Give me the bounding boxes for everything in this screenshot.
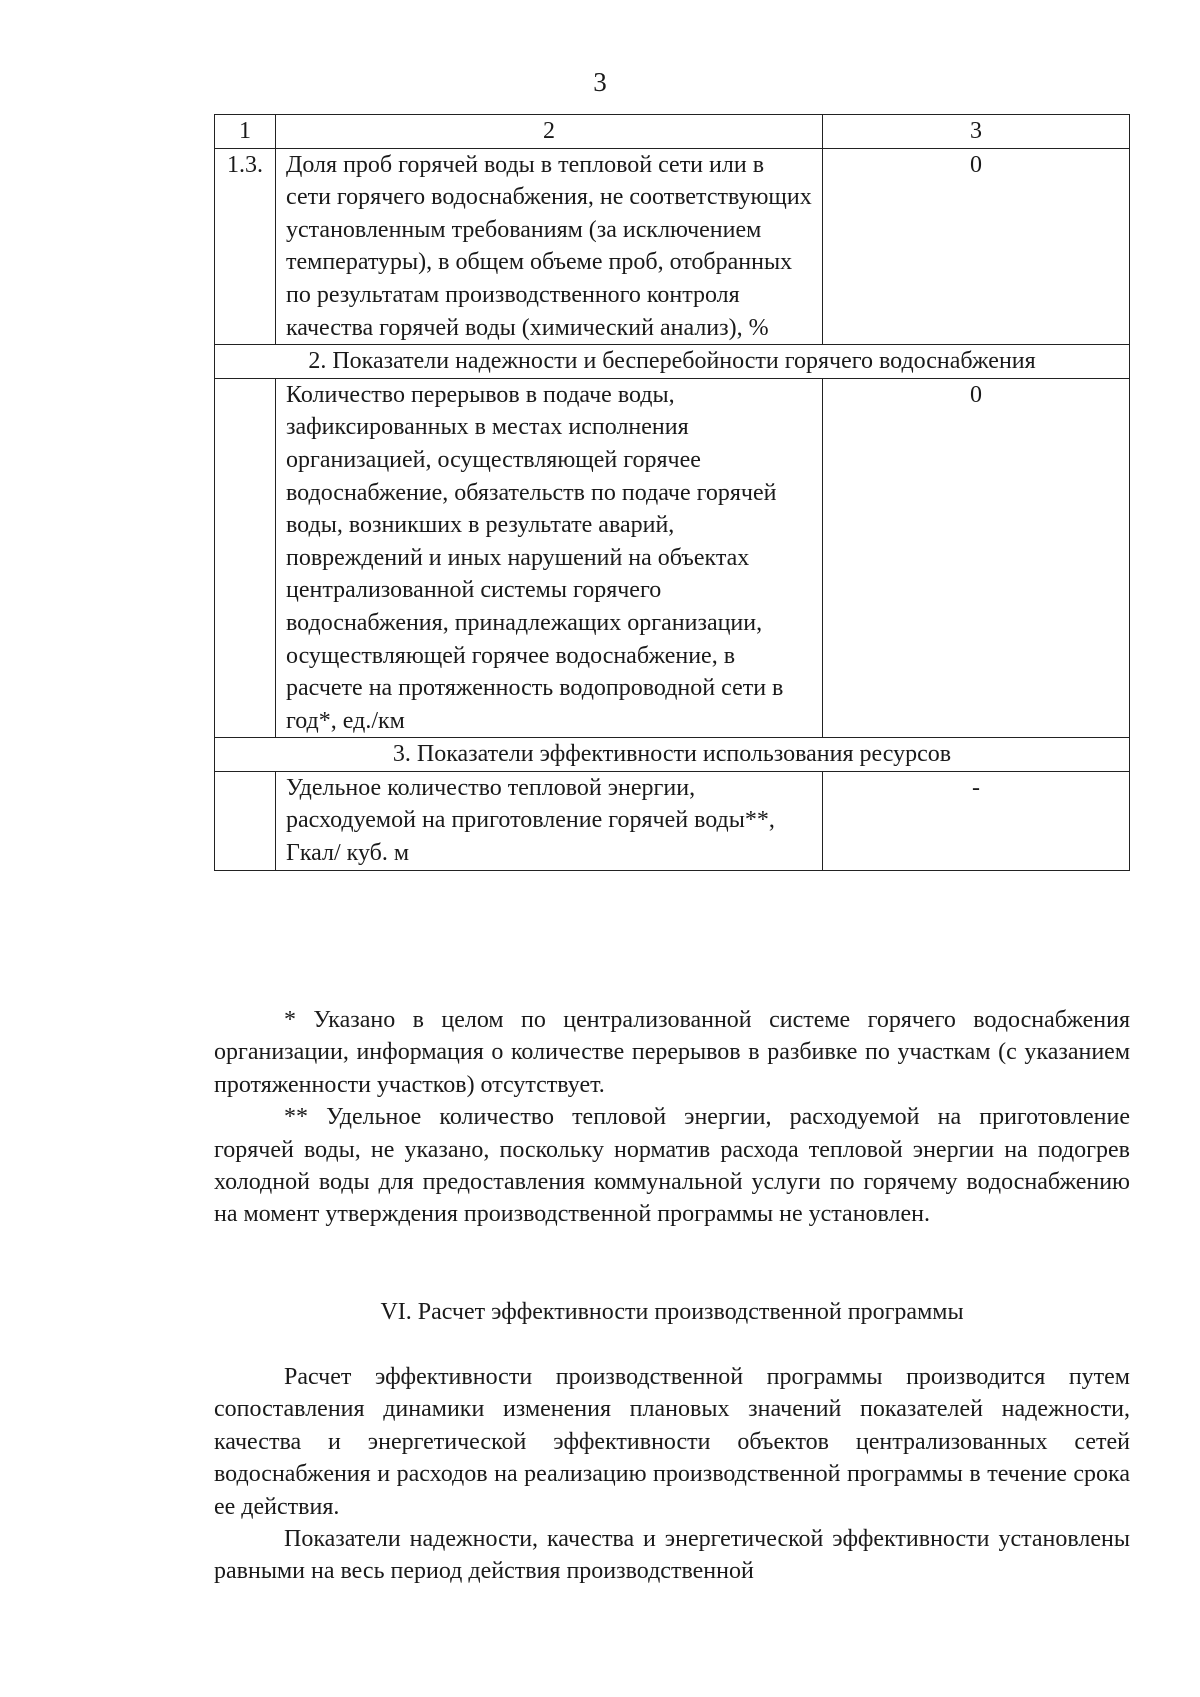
section-row — [215, 738, 1130, 772]
row-value: - — [823, 771, 1130, 870]
table-header-row — [215, 115, 1130, 149]
section-6-body — [214, 1361, 1130, 1588]
header-col-1: 1 — [215, 115, 276, 149]
page-number: 3 — [593, 67, 607, 97]
row-number — [215, 771, 276, 870]
row-value: 0 — [823, 148, 1130, 345]
table-row — [215, 148, 1130, 345]
row-indicator-text: Удельное количество тепловой энергии, расходуемой на приготовление горячей воды**, Гкал/ куб. м — [276, 771, 823, 870]
section-row — [215, 345, 1130, 379]
paragraph: Расчет эффективности производственной программы производится путем сопоставления динамики изменения плановых значений показателей надежности, качества и энергетической эффективности объектов централизованных сетей водоснабжения и расходов на реализацию производственной программы в течение срока ее действия. — [214, 1364, 1130, 1520]
section-6-heading: VI. Расчет эффективности производственной программы — [380, 1299, 964, 1325]
row-indicator-text: Количество перерывов в подаче воды, зафиксированных в местах исполнения организацией, осуществляющей горячее водоснабжение, обязательств по подаче горячей воды, возникших в результате аварий, повреждений и иных нарушений на объектах централизованной системы горячего водоснабжения, принадлежащих организации, осуществляющей горячее водоснабжение, в расчете на протяженность водопроводной сети в год*, ед./км — [276, 378, 823, 738]
row-indicator-text: Доля проб горячей воды в тепловой сети или в сети горячего водоснабжения, не соответствующих установленным требованиям (за исключением температуры), в общем объеме проб, отобранных по результатам производственного контроля качества горячей воды (химический анализ), % — [276, 148, 823, 345]
footnotes — [214, 1004, 1130, 1231]
row-value: 0 — [823, 378, 1130, 738]
indicators-table — [214, 114, 1130, 871]
table-row — [215, 771, 1130, 870]
section-title-reliability: 2. Показатели надежности и бесперебойности горячего водоснабжения — [215, 345, 1130, 379]
table-row — [215, 378, 1130, 738]
section-title-efficiency: 3. Показатели эффективности использования ресурсов — [215, 738, 1130, 772]
row-number: 1.3. — [215, 148, 276, 345]
row-number — [215, 378, 276, 738]
footnote-1: * Указано в целом по централизованной системе горячего водоснабжения организации, информация о количестве перерывов в разбивке по участкам (с указанием протяженности участков) отсутствует. — [214, 1007, 1130, 1098]
header-col-3: 3 — [823, 115, 1130, 149]
footnote-2: ** Удельное количество тепловой энергии, расходуемой на приготовление горячей воды, не указано, поскольку норматив расхода тепловой энергии на подогрев холодной воды для предоставления коммунальной услуги по горячему водоснабжению на момент утверждения производственной программы не установлен. — [214, 1104, 1130, 1228]
paragraph: Показатели надежности, качества и энергетической эффективности установлены равными на весь период действия производственной — [214, 1526, 1130, 1585]
header-col-2: 2 — [276, 115, 823, 149]
